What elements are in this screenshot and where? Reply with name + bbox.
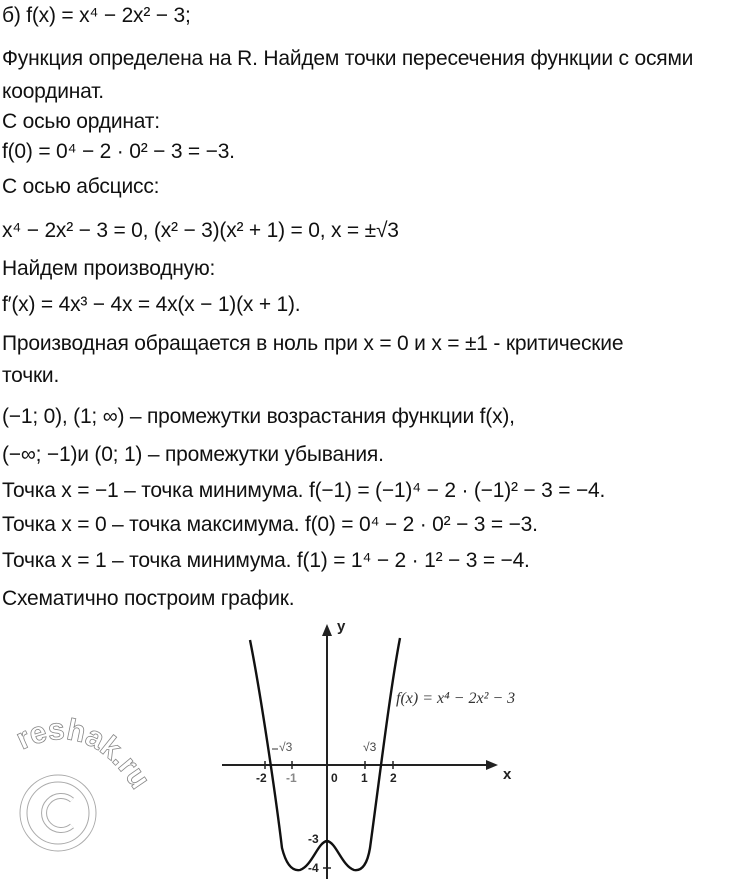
text-line: Точка x = 0 – точка максимума. f(0) = 0⁴ − 2 · 0² − 3 = −3. (2, 513, 538, 536)
text-line: Производная обращается в ноль при x = 0 и x = ±1 - критические (2, 332, 624, 355)
text-line: (−1; 0), (1; ∞) – промежутки возрастания функции f(x), (2, 405, 515, 428)
text-line: Найдем производную: (2, 257, 216, 280)
x-tick-label: 1 (361, 771, 368, 785)
math-line: x⁴ − 2x² − 3 = 0, (x² − 3)(x² + 1) = 0, x = ±√3 (2, 219, 399, 242)
y-tick-label: -3 (308, 832, 319, 846)
text-line: С осью абсцисс: (2, 175, 160, 198)
text-line: координат. (2, 80, 104, 103)
text-line: Точка x = 1 – точка минимума. f(1) = 1⁴ − 2 · 1² − 3 = −4. (2, 549, 530, 572)
function-graph (200, 610, 560, 879)
text-line: точки. (2, 364, 60, 387)
y-axis-arrow-icon (322, 624, 332, 636)
root-label-negative: √3 (279, 740, 293, 754)
y-axis-label: y (337, 618, 346, 635)
x-axis-arrow-icon (486, 760, 498, 770)
math-line: f′(x) = 4x³ − 4x = 4x(x − 1)(x + 1). (2, 293, 301, 316)
text-line: (−∞; −1)и (0; 1) – промежутки убывания. (2, 443, 384, 466)
x-axis-label: x (503, 766, 512, 783)
text-line: С осью ординат: (2, 110, 160, 133)
x-tick-label: 2 (390, 771, 397, 785)
root-label-positive: √3 (363, 740, 377, 754)
y-tick-label: -4 (308, 861, 319, 875)
watermark-logo (0, 680, 220, 879)
svg-text:reshak.ru (11, 713, 156, 795)
text-line: Функция определена на R. Найдем точки пересечения функции с осями (2, 47, 694, 70)
watermark-text: reshak.ru (11, 712, 157, 795)
graph-canvas (200, 610, 560, 879)
math-line: f(0) = 0⁴ − 2 · 0² − 3 = −3. (2, 140, 235, 163)
x-tick-label: -2 (256, 771, 267, 785)
x-tick-label: -1 (286, 771, 297, 785)
text-line: Точка x = −1 – точка минимума. f(−1) = (−1)⁴ − 2 · (−1)² − 3 = −4. (2, 479, 606, 502)
problem-statement: б) f(x) = x⁴ − 2x² − 3; (2, 4, 191, 27)
x-tick-label: 0 (331, 771, 338, 785)
text-line: Схематично построим график. (2, 587, 295, 610)
function-formula-label: f(x) = x⁴ − 2x² − 3 (396, 690, 516, 707)
function-curve (250, 638, 400, 870)
copyright-icon (20, 775, 96, 851)
